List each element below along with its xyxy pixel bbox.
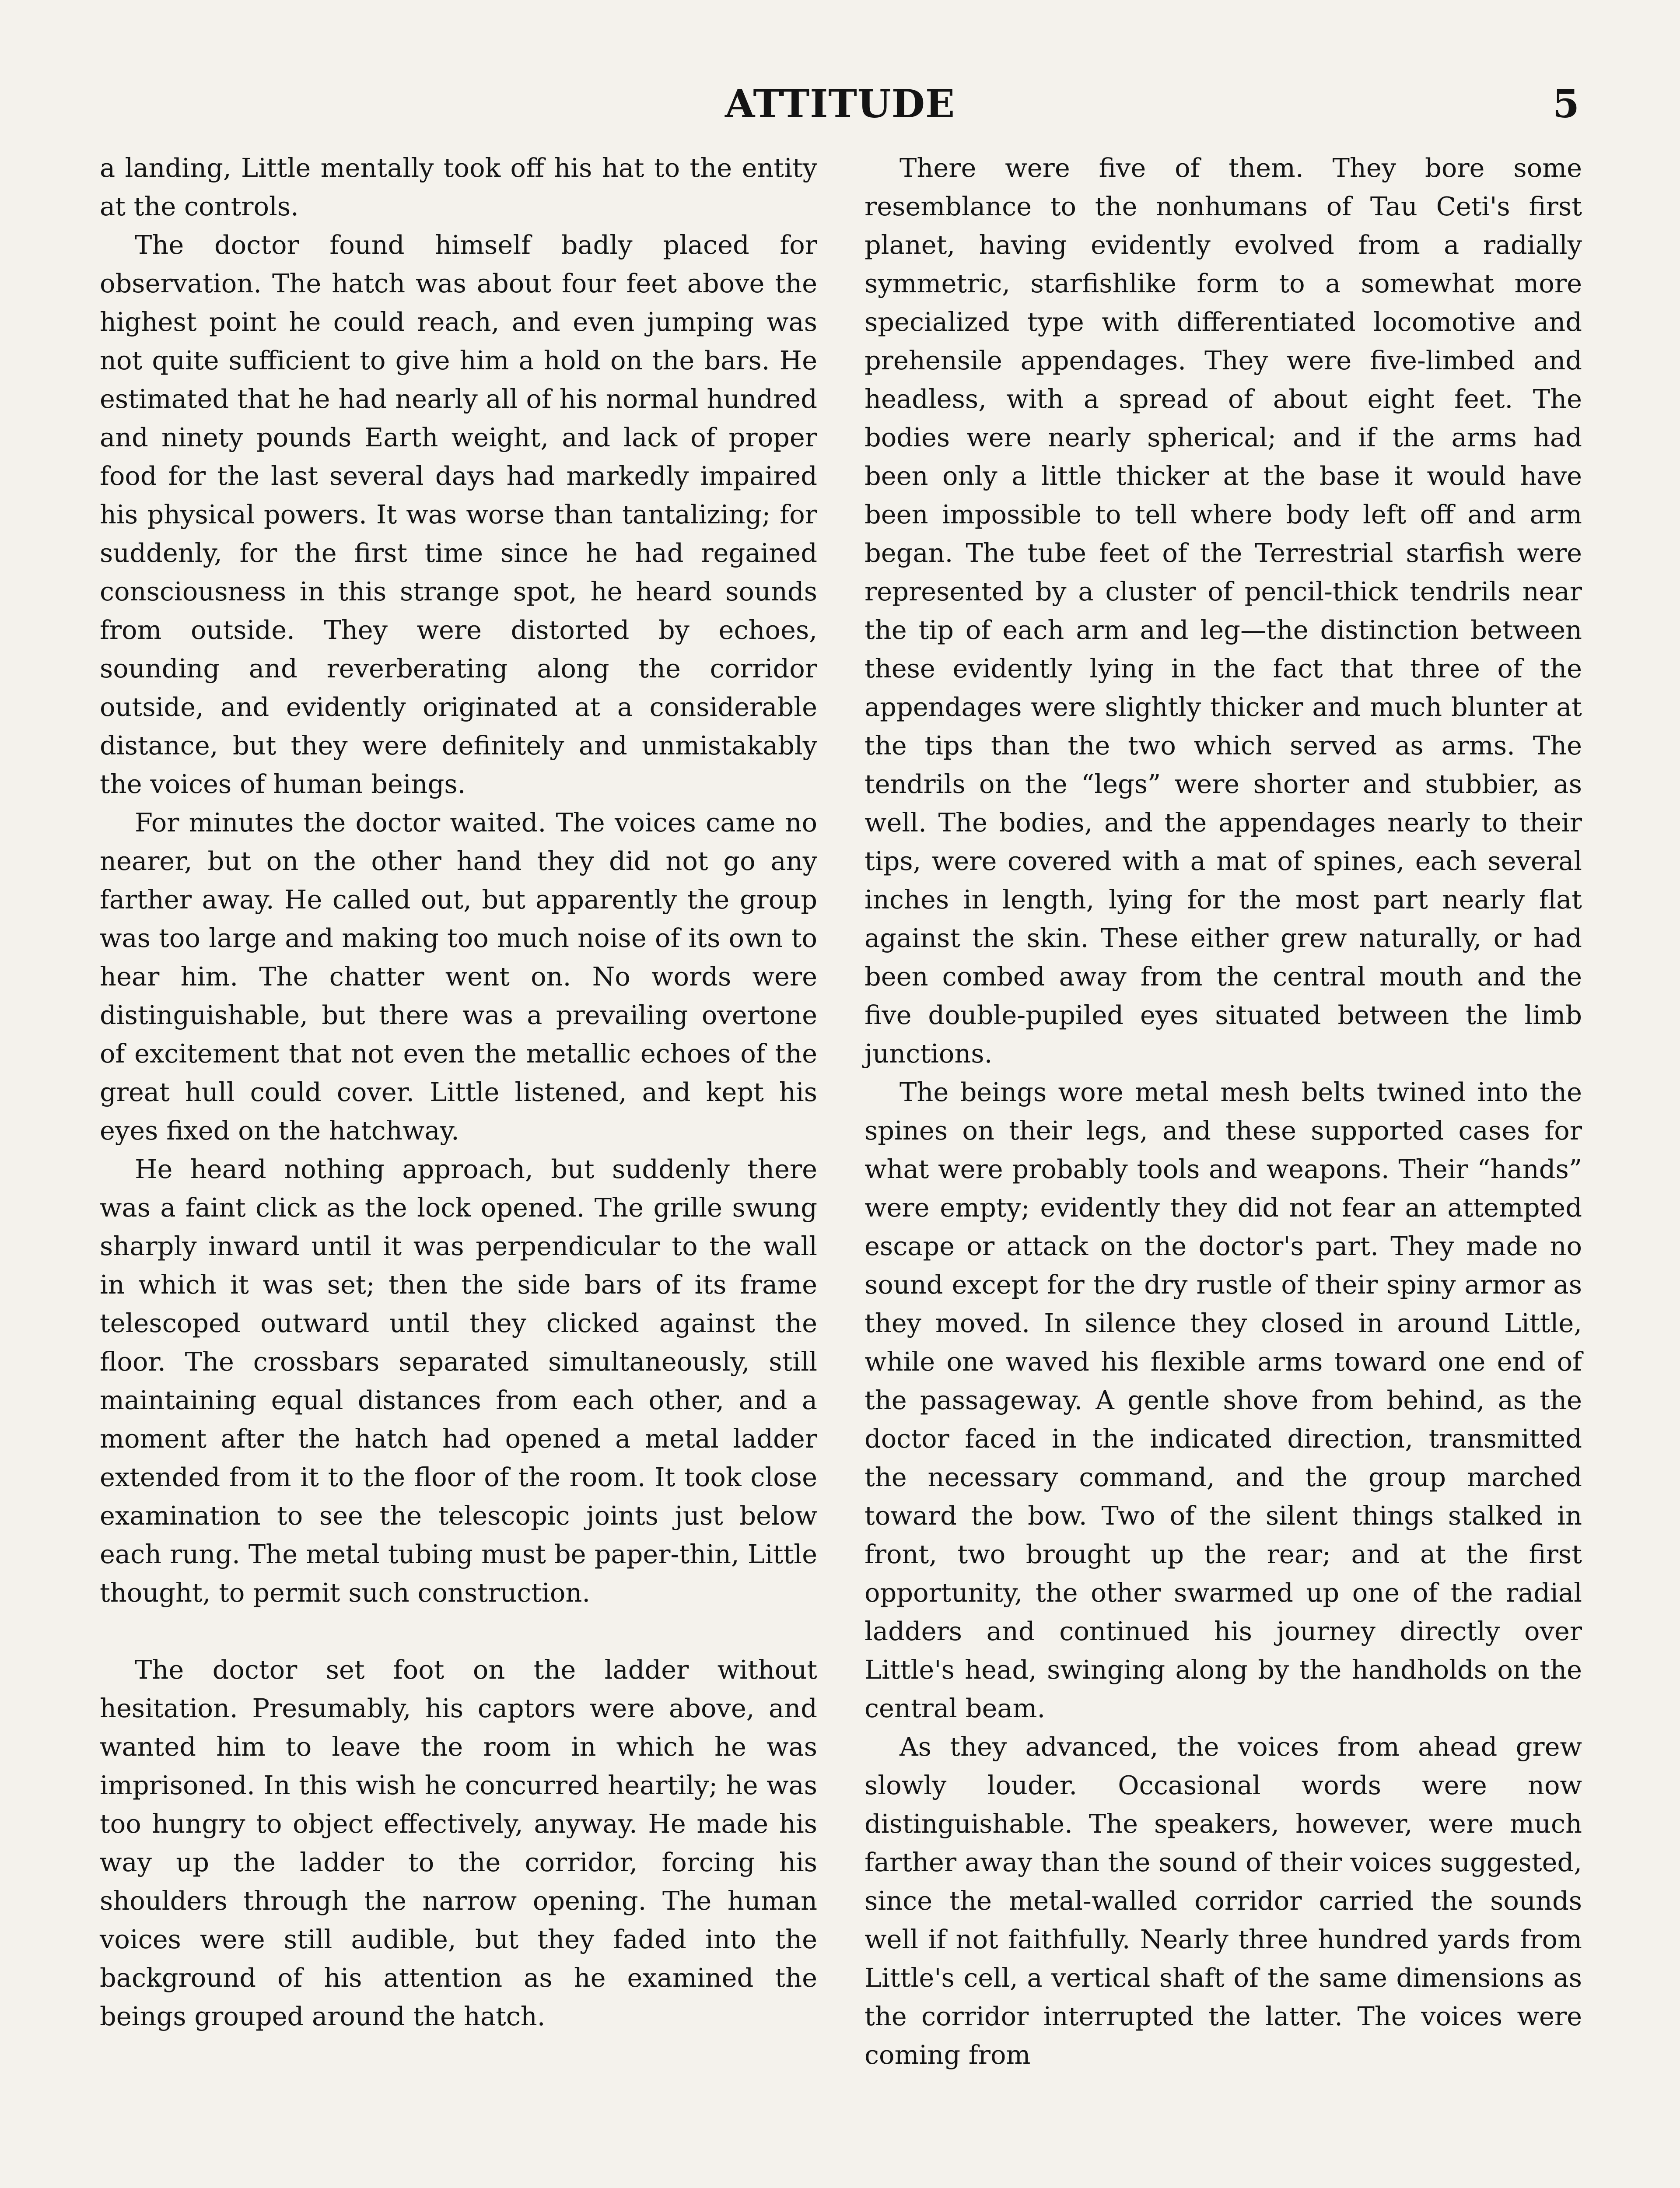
right-column bbox=[864, 149, 1582, 2074]
paragraph: The beings wore metal mesh belts twined into the spines on their legs, and these supported cases for what were probably tools and weapons. Their “hands” were empty; evidently they did not fear an attempted escape or attack on the doctor's part. They made no sound except for the dry rustle of their spiny armor as they moved. In silence they closed in around Little, while one waved his flexible arms toward one end of the passageway. A gentle shove from behind, as the doctor faced in the indicated direction, transmitted the necessary command, and the group marched toward the bow. Two of the silent things stalked in front, two brought up the rear; and at the first opportunity, the other swarmed up one of the radial ladders and continued his journey directly over Little's head, swinging along by the handholds on the central beam. bbox=[864, 1077, 1582, 1723]
paragraph: The doctor found himself badly placed for observation. The hatch was about four feet above the highest point he could reach, and even jumping was not quite sufficient to give him a hold on the bars. He estimated that he had nearly all of his normal hundred and ninety pounds Earth weight, and lack of proper food for the last several days had markedly impaired his physical powers. It was worse than tantalizing; for suddenly, for the first time since he had regained consciousness in this strange spot, he heard sounds from outside. They were distorted by echoes, sounding and reverberating along the corridor outside, and evidently originated at a considerable distance, but they were definitely and unmistakably the voices of human beings. bbox=[100, 230, 817, 799]
paragraph: As they advanced, the voices from ahead grew slowly louder. Occasional words were now distinguishable. The speakers, however, were much farther away than the sound of their voices suggested, since the metal-walled corridor carried the sounds well if not faithfully. Nearly three hundred yards from Little's cell, a vertical shaft of the same dimensions as the corridor interrupted the latter. The voices were coming from bbox=[864, 1732, 1582, 2070]
left-column bbox=[100, 149, 817, 2036]
paragraph: He heard nothing approach, but suddenly there was a faint click as the lock opened. The grille swung sharply inward until it was perpendicular to the wall in which it was set; then the side bars of its frame telescoped outward until they clicked against the floor. The crossbars separated simultaneously, still maintaining equal distances from each other, and a moment after the hatch had opened a metal ladder extended from it to the floor of the room. It took close examination to see the telescopic joints just below each rung. The metal tubing must be paper-thin, Little thought, to permit such construction. bbox=[100, 1154, 817, 1608]
paragraph: For minutes the doctor waited. The voices came no nearer, but on the other hand they did not go any farther away. He called out, but apparently the group was too large and making too much noise of its own to hear him. The chatter went on. No words were distinguishable, but there was a prevailing overtone of excitement that not even the metallic echoes of the great hull could cover. Little listened, and kept his eyes fixed on the hatchway. bbox=[100, 807, 817, 1146]
paragraph: The doctor set foot on the ladder without hesitation. Presumably, his captors were above, and wanted him to leave the room in which he was imprisoned. In this wish he concurred heartily; he was too hungry to object effectively, anyway. He made his way up the ladder to the corridor, forcing his shoulders through the narrow opening. The human voices were still audible, but they faded into the background of his attention as he examined the beings grouped around the hatch. bbox=[100, 1655, 817, 2031]
paragraph: There were five of them. They bore some resemblance to the nonhumans of Tau Ceti's first planet, having evidently evolved from a radially symmetric, starfishlike form to a somewhat more specialized type with differentiated locomotive and prehensile appendages. They were five-limbed and headless, with a spread of about eight feet. The bodies were nearly spherical; and if the arms had been only a little thicker at the base it would have been impossible to tell where body left off and arm began. The tube feet of the Terrestrial starfish were represented by a cluster of pencil-thick tendrils near the tip of each arm and leg—the distinction between these evidently lying in the fact that three of the appendages were slightly thicker and much blunter at the tips than the two which served as arms. The tendrils on the “legs” were shorter and stubbier, as well. The bodies, and the appendages nearly to their tips, were covered with a mat of spines, each several inches in length, lying for the most part nearly flat against the skin. These either grew naturally, or had been combed away from the central mouth and the five double-pupiled eyes situated between the limb junctions. bbox=[864, 153, 1582, 1069]
page-number: 5 bbox=[1552, 81, 1579, 126]
running-head-title: ATTITUDE bbox=[724, 81, 956, 126]
paragraph: a landing, Little mentally took off his hat to the entity at the controls. bbox=[100, 153, 817, 221]
